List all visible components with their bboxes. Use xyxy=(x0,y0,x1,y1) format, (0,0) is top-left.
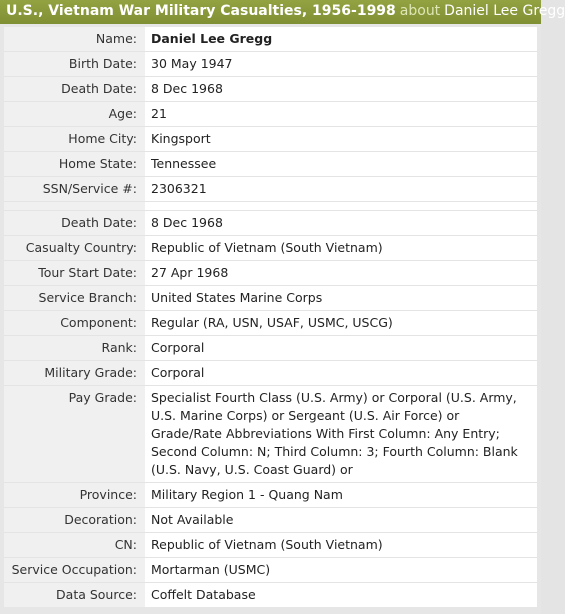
table-row xyxy=(4,210,537,235)
field-value: Military Region 1 - Quang Nam xyxy=(151,487,343,502)
field-label: Home State: xyxy=(4,152,145,176)
field-value: United States Marine Corps xyxy=(151,290,323,305)
field-label: Death Date: xyxy=(4,211,145,235)
divider-label-cell xyxy=(4,202,145,210)
table-row xyxy=(4,176,537,201)
table-row xyxy=(4,582,537,607)
field-label: Casualty Country: xyxy=(4,236,145,260)
about-word: about xyxy=(399,3,441,19)
field-value: Coffelt Database xyxy=(151,587,256,602)
table-row xyxy=(4,235,537,260)
field-value: Not Available xyxy=(151,512,234,527)
table-row xyxy=(4,557,537,582)
table-row xyxy=(4,507,537,532)
table-row xyxy=(4,482,537,507)
table-row xyxy=(4,101,537,126)
table-row xyxy=(4,151,537,176)
field-label: Military Grade: xyxy=(4,361,145,385)
field-label: Birth Date: xyxy=(4,52,145,76)
field-value: Mortarman (USMC) xyxy=(151,562,271,577)
field-label: Name: xyxy=(4,27,145,51)
field-value: Regular (RA, USN, USAF, USMC, USCG) xyxy=(151,315,393,330)
field-label: Province: xyxy=(4,483,145,507)
table-row xyxy=(4,51,537,76)
field-label: Age: xyxy=(4,102,145,126)
field-value: Kingsport xyxy=(151,131,211,146)
table-row xyxy=(4,260,537,285)
record-title-bar xyxy=(0,0,565,24)
field-value: Republic of Vietnam (South Vietnam) xyxy=(151,240,383,255)
field-label: Pay Grade: xyxy=(4,386,145,482)
table-row xyxy=(4,335,537,360)
field-value: 8 Dec 1968 xyxy=(151,215,223,230)
field-value: 27 Apr 1968 xyxy=(151,265,229,280)
section-divider xyxy=(4,201,537,210)
field-value: Corporal xyxy=(151,340,205,355)
table-row xyxy=(4,360,537,385)
table-row xyxy=(4,27,537,51)
field-label: CN: xyxy=(4,533,145,557)
field-value: Corporal xyxy=(151,365,205,380)
field-value: Specialist Fourth Class (U.S. Army) or Corporal (U.S. Army, U.S. Marine Corps) or Sergeant (U.S. Air Force) or Grade/Rate Abbreviations With First Column: Any Entry; Second Column: N; Third Column: 3; Fourth Column: Blank (U.S. Navy, U.S. Coast Guard) or xyxy=(151,390,518,477)
field-value: 2306321 xyxy=(151,181,207,196)
field-label: Data Source: xyxy=(4,583,145,607)
divider-value-cell xyxy=(145,202,537,210)
field-value: Republic of Vietnam (South Vietnam) xyxy=(151,537,383,552)
field-label: Rank: xyxy=(4,336,145,360)
field-value: Daniel Lee Gregg xyxy=(151,31,273,46)
field-label: Component: xyxy=(4,311,145,335)
table-row xyxy=(4,285,537,310)
field-label: Decoration: xyxy=(4,508,145,532)
field-label: Home City: xyxy=(4,127,145,151)
field-label: Death Date: xyxy=(4,77,145,101)
field-label: SSN/Service #: xyxy=(4,177,145,201)
table-row xyxy=(4,76,537,101)
table-row xyxy=(4,310,537,335)
person-name-title: Daniel Lee Gregg xyxy=(444,3,565,19)
table-row xyxy=(4,126,537,151)
field-label: Tour Start Date: xyxy=(4,261,145,285)
database-title[interactable]: U.S., Vietnam War Military Casualties, 1956-1998 xyxy=(6,3,396,19)
table-row xyxy=(4,385,537,482)
record-table xyxy=(4,27,537,607)
field-value: Tennessee xyxy=(151,156,217,171)
field-value: 8 Dec 1968 xyxy=(151,81,223,96)
field-value: 30 May 1947 xyxy=(151,56,233,71)
table-row xyxy=(4,532,537,557)
field-label: Service Branch: xyxy=(4,286,145,310)
field-label: Service Occupation: xyxy=(4,558,145,582)
field-value: 21 xyxy=(151,106,167,121)
